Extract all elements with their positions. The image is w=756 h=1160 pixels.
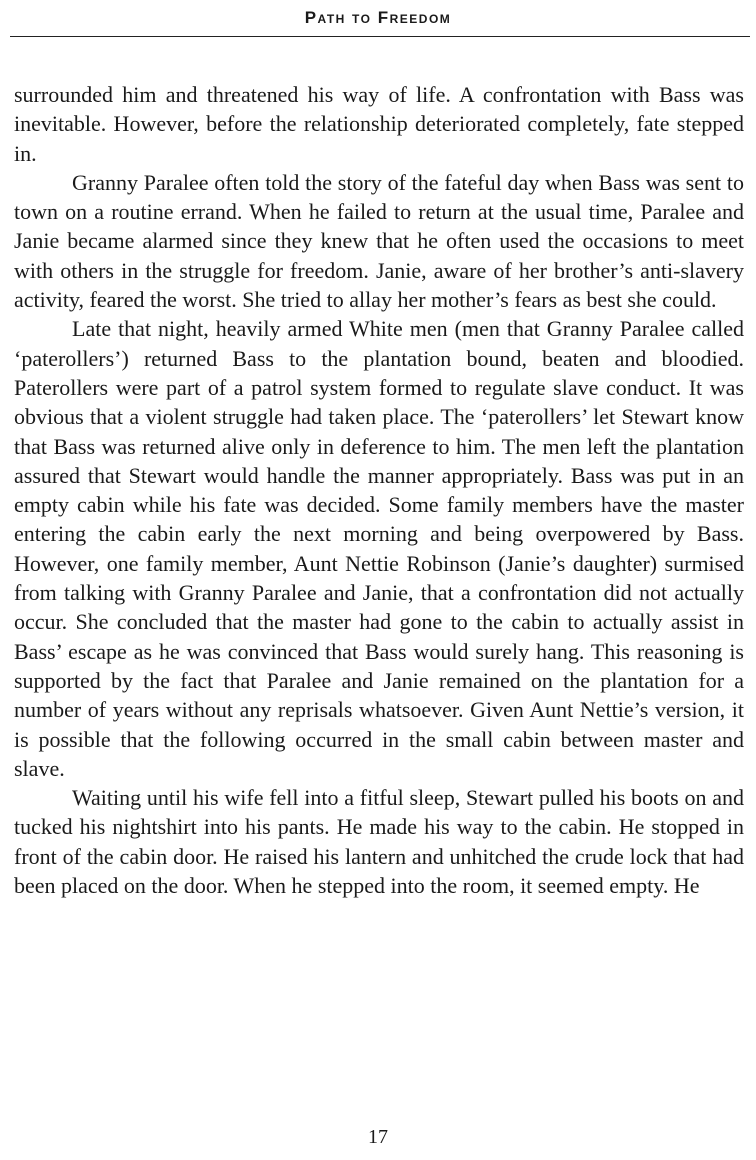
header-rule	[10, 36, 750, 37]
running-head-title: Path to Freedom	[304, 8, 452, 27]
paragraph-2: Granny Paralee often told the story of the fateful day when Bass was sent to town on a routine errand. When he failed to return at the usual time, Paralee and Janie became alarmed since they knew that he often used the occasions to meet with others in the struggle for freedom. Janie, aware of her brother’s anti-slavery activity, feared the worst. She tried to allay her mother’s fears as best she could.	[14, 169, 744, 313]
page-body-text	[14, 80, 744, 900]
paragraph-3: Late that night, heavily armed White men (men that Granny Paralee called ‘paterollers’) returned Bass to the plantation bound, beaten and bloodied. Paterollers were part of a patrol system formed to regulate slave conduct. It was obvious that a violent struggle had taken place. The ‘paterollers’ let Stewart know that Bass was returned alive only in deference to him. The men left the plantation assured that Stewart would handle the manner appropriately. Bass was put in an empty cabin while his fate was decided. Some family members have the master entering the cabin early the next morning and being overpowered by Bass. However, one family member, Aunt Nettie Robinson (Janie’s daughter) surmised from talking with Granny Paralee and Janie, that a confrontation did not actually occur. She concluded that the master had gone to the cabin to actually assist in Bass’ escape as he was convinced that Bass would surely hang. This reasoning is supported by the fact that Paralee and Janie remained on the plantation for a number of years without any reprisals whatsoever. Given Aunt Nettie’s version, it is possible that the following occurred in the small cabin between master and slave.	[14, 316, 744, 781]
page-number: 17	[368, 1126, 388, 1148]
paragraph-1: surrounded him and threatened his way of life. A confrontation with Bass was inevitable. However, before the relationship deteriorated completely, fate stepped in.	[14, 82, 744, 166]
paragraph-4: Waiting until his wife fell into a fitful sleep, Stewart pulled his boots on and tucked his nightshirt into his pants. He made his way to the cabin. He stopped in front of the cabin door. He raised his lantern and unhitched the crude lock that had been placed on the door. When he stepped into the room, it seemed empty. He	[14, 785, 744, 899]
